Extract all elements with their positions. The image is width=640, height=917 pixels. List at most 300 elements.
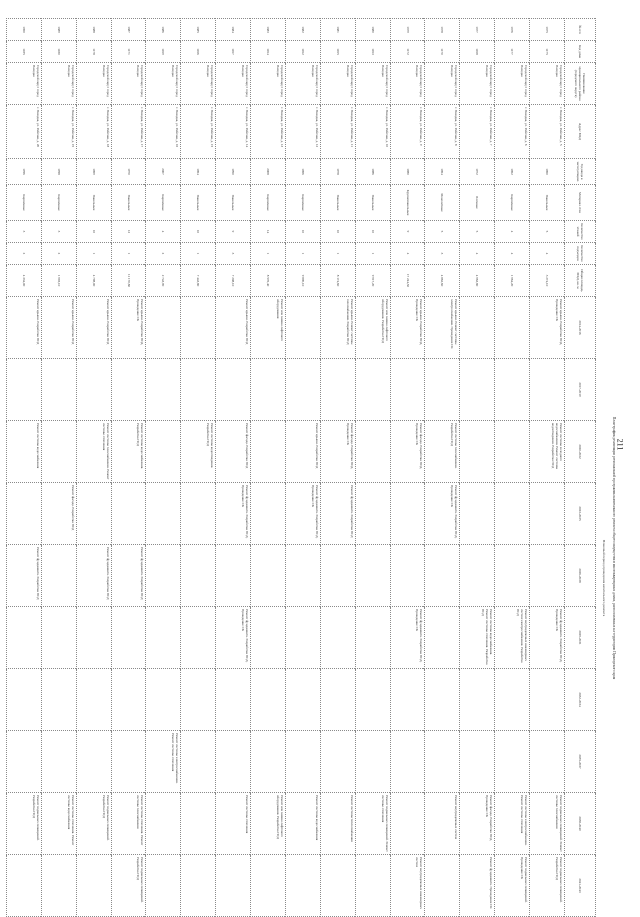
cell-text: 2 (22, 252, 26, 255)
table-cell-p4 (111, 483, 146, 545)
table-cell-code (216, 41, 251, 63)
cell-text: Ремонт системы электроснабжения. Ремонт системы отопления (520, 795, 529, 846)
table-row (495, 19, 530, 917)
cell-text: Ремонт крыши. Разработка ПСД (245, 299, 250, 345)
table-row (181, 19, 216, 917)
cell-text: Ремонт системы газоснабжения. Разработка ПСД (450, 423, 459, 469)
table-cell-entr (425, 243, 460, 265)
table-cell-p8 (495, 731, 530, 793)
table-cell-p4 (216, 483, 251, 545)
document-subcaption: Плановый период проведения капитального ремонта (602, 539, 606, 617)
table-cell-p4 (495, 483, 530, 545)
table-cell-area (251, 265, 286, 297)
table-cell-code (181, 41, 216, 63)
table-cell-p8 (530, 731, 565, 793)
table-cell-p10 (355, 855, 390, 917)
cell-text: Кирпичные (510, 194, 515, 211)
cell-text: Ремонт системы холодного водоснабжения. Ремонт системы водоотведения. Разработка ПСД (550, 423, 563, 470)
cell-text: Панельные (335, 194, 340, 211)
table-cell-p8 (425, 731, 460, 793)
table-cell-code (320, 41, 355, 63)
table-cell-p6 (146, 607, 181, 669)
table-cell-p8 (355, 731, 390, 793)
column-header: 2032-2034 (565, 669, 596, 731)
cell-text: Ремонт или замена лифтового оборудования. Разработка ПСД (275, 795, 284, 839)
table-header-row (565, 19, 596, 917)
cell-text: 2008 (266, 168, 271, 175)
table-cell-floors (390, 221, 425, 243)
cell-text: Ремонт фасада. Разработка ПСД (70, 485, 75, 531)
cell-text: 1978 (335, 168, 340, 175)
table-cell-area (355, 265, 390, 297)
table-cell-p7 (146, 669, 181, 731)
table-cell-wall (320, 185, 355, 221)
cell-text: Городской округ город Находка (275, 65, 284, 97)
table-cell-n (286, 19, 321, 41)
cell-text: Городской округ город Находка (66, 65, 75, 97)
column-header: № п/п (565, 19, 596, 41)
cell-text: Ремонт фундамента. Разработка ПСД, Проведение СК (241, 609, 250, 663)
cell-text: Ремонт системы водоснабжения. Разработка ПСД (136, 423, 145, 470)
table-cell-p4 (251, 483, 286, 545)
cell-text: 1 (335, 252, 340, 255)
table-cell-district (495, 63, 530, 105)
table-cell-address (355, 105, 390, 159)
table-cell-p5 (355, 545, 390, 607)
cell-text: 4 963,80 (475, 274, 480, 287)
table-cell-p5 (251, 545, 286, 607)
cell-text: Ремонт внутридомовых инженерных систем электроснабжения. Разработка ПСД (515, 609, 529, 663)
table-cell-code (251, 41, 286, 63)
table-cell-p2 (495, 359, 530, 421)
table-cell-p2 (181, 359, 216, 421)
cell-text: 4 334,00 (22, 274, 26, 287)
table-cell-entr (286, 243, 321, 265)
table-cell-address (41, 105, 76, 159)
table-cell-area (216, 265, 251, 297)
table-cell-p8 (7, 731, 42, 793)
table-cell-year (530, 159, 565, 185)
table-cell-p2 (425, 359, 460, 421)
table-cell-p1 (425, 297, 460, 359)
cell-text: 1388 (91, 26, 96, 33)
table-cell-year (390, 159, 425, 185)
table-cell-wall (216, 185, 251, 221)
page-number: 211 (615, 438, 625, 451)
table-cell-p5 (320, 545, 355, 607)
cell-text: Городской округ город Находка (171, 65, 180, 97)
cell-text: 1 (126, 252, 131, 255)
cell-text: Панельные (370, 194, 375, 211)
table-cell-district (355, 63, 390, 105)
table-cell-entr (7, 243, 42, 265)
table-cell-p7 (76, 669, 111, 731)
table-cell-p6 (530, 607, 565, 669)
cell-text: Ремонт крыши. Разработка ПСД, Проведение СК (554, 299, 563, 346)
table-cell-p9 (530, 793, 565, 855)
table-cell-wall (286, 185, 321, 221)
column-header: Адрес МКД (565, 105, 596, 159)
cell-text: г. Находка, ул. Рабочая, д. 18 (105, 107, 110, 148)
table-cell-floors (76, 221, 111, 243)
cell-text: Городской округ город Находка (136, 65, 145, 97)
table-cell-p9 (286, 793, 321, 855)
table-cell-p5 (181, 545, 216, 607)
cell-text: Ремонт фундамента. Проведение СК (489, 857, 494, 909)
cell-text: Ремонт фундамента. Разработка ПСД, Проведение СК (310, 485, 319, 539)
cell-text: 3 (440, 252, 445, 255)
cell-text: 4 (405, 252, 410, 255)
table-cell-p8 (76, 731, 111, 793)
table-cell-p6 (111, 607, 146, 669)
table-cell-p6 (425, 607, 460, 669)
table-cell-floors (530, 221, 565, 243)
table-cell-address (425, 105, 460, 159)
table-cell-p2 (41, 359, 76, 421)
column-header: Наименование муниципального района (городского округа) (565, 63, 596, 105)
table-cell-wall (111, 185, 146, 221)
table-cell-address (495, 105, 530, 159)
cell-text: 1980 (405, 168, 410, 175)
cell-text: Ремонт системы электроснабжения. Ремонт системы отопления (171, 733, 180, 784)
cell-text: 4 862,60 (440, 274, 445, 287)
table-cell-area (390, 265, 425, 297)
table-cell-p6 (216, 607, 251, 669)
cell-text: 1966 (301, 168, 305, 175)
table-cell-p4 (320, 483, 355, 545)
table-cell-p4 (181, 483, 216, 545)
table-row (216, 19, 251, 917)
table-cell-code (460, 41, 495, 63)
cell-text: 12 (126, 229, 131, 234)
table-cell-year (41, 159, 76, 185)
table-cell-p9 (7, 793, 42, 855)
cell-text: 1964 (440, 168, 445, 175)
table-cell-p10 (7, 855, 42, 917)
table-cell-p9 (425, 793, 460, 855)
table-cell-area (425, 265, 460, 297)
table-row (320, 19, 355, 917)
cell-text: г. Находка, ул. Рабочая, д. 8 (454, 107, 459, 146)
cell-text: г. Находка, ул. Рабочая, д. 12 (314, 107, 319, 148)
table-cell-address (146, 105, 181, 159)
table-cell-p3 (495, 421, 530, 483)
table-cell-p9 (355, 793, 390, 855)
table-cell-p3 (320, 421, 355, 483)
table-cell-floors (355, 221, 390, 243)
table-cell-code (111, 41, 146, 63)
cell-text: 1 (91, 252, 96, 255)
cell-text: 8 174,60 (335, 274, 340, 287)
cell-text: 1377 (475, 26, 480, 33)
cell-text: Кирпичные (301, 194, 305, 211)
table-cell-p7 (530, 669, 565, 731)
table-cell-p7 (181, 669, 216, 731)
table-cell-p8 (390, 731, 425, 793)
cell-text: Ремонт внутридомовых систем (454, 795, 459, 839)
cell-text: 1185 (22, 48, 26, 55)
column-header: Общая площадь МКД, кв. м (565, 265, 596, 297)
table-cell-floors (7, 221, 42, 243)
cell-text: Ремонт или замена лифтового оборудования (275, 299, 284, 342)
table-cell-p8 (181, 731, 216, 793)
table-cell-district (320, 63, 355, 105)
cell-text: 10 (335, 229, 340, 234)
table-cell-wall (181, 185, 216, 221)
cell-text: г. Находка, ул. Рабочая, д. 11 (349, 107, 354, 148)
table-cell-address (286, 105, 321, 159)
table-cell-p6 (181, 607, 216, 669)
table-cell-p9 (41, 793, 76, 855)
table-cell-code (41, 41, 76, 63)
table-cell-entr (181, 243, 216, 265)
table-cell-p9 (320, 793, 355, 855)
table-cell-p10 (146, 855, 181, 917)
table-cell-code (7, 41, 42, 63)
table-cell-p5 (286, 545, 321, 607)
table-cell-p1 (146, 297, 181, 359)
rotated-sheet (0, 8, 620, 909)
table-cell-code (390, 41, 425, 63)
cell-text: 1 (196, 252, 201, 255)
table-cell-n (251, 19, 286, 41)
table-cell-p6 (320, 607, 355, 669)
table-cell-p4 (7, 483, 42, 545)
cell-text: 1956 (22, 168, 26, 175)
cell-text: 9 917,20 (370, 274, 375, 287)
table-cell-p4 (286, 483, 321, 545)
table-row (146, 19, 181, 917)
cell-text: 9 (231, 230, 236, 233)
table-cell-p3 (76, 421, 111, 483)
cell-text: 4 798,00 (91, 274, 96, 287)
table-cell-p3 (216, 421, 251, 483)
table-cell-p6 (251, 607, 286, 669)
cell-text: 5 (545, 230, 550, 233)
table-cell-p6 (355, 607, 390, 669)
table-cell-year (286, 159, 321, 185)
document-caption: План-график реализации региональной программы капитального ремонта общего имущества в многоквартирных домах, расположенных на территории Приморского края (612, 416, 616, 680)
table-cell-wall (76, 185, 111, 221)
cell-text: Ремонт подвальных помещений. Разработка ПСД (136, 857, 145, 903)
table-cell-year (460, 159, 495, 185)
cell-text: г. Находка, ул. Рабочая, д. 13 (280, 107, 284, 148)
table-cell-p7 (111, 669, 146, 731)
cell-text: 1375 (545, 26, 550, 33)
table-cell-n (425, 19, 460, 41)
column-header: 2017-2019 (565, 359, 596, 421)
table-cell-p7 (251, 669, 286, 731)
table-cell-p7 (355, 669, 390, 731)
column-header: 2041-2043 (565, 855, 596, 917)
table-cell-wall (495, 185, 530, 221)
cell-text: 1177 (510, 48, 515, 55)
cell-text: 1986 (370, 168, 375, 175)
table-cell-address (181, 105, 216, 159)
cell-text: 1382 (301, 26, 305, 33)
table-cell-p3 (146, 421, 181, 483)
table-cell-entr (320, 243, 355, 265)
cell-text: 1171 (126, 48, 131, 55)
cell-text: Ремонт или замена лифтового оборудования. Разработка ПСД (380, 299, 389, 343)
cell-text: 1168 (475, 48, 480, 55)
table-cell-n (76, 19, 111, 41)
table-cell-area (7, 265, 42, 297)
table-cell-floors (425, 221, 460, 243)
table-cell-address (460, 105, 495, 159)
table-cell-p9 (76, 793, 111, 855)
table-cell-p4 (425, 483, 460, 545)
table-cell-p1 (460, 297, 495, 359)
table-cell-p2 (251, 359, 286, 421)
table-row (460, 19, 495, 917)
table-cell-n (320, 19, 355, 41)
table-cell-p3 (41, 421, 76, 483)
table-cell-p5 (76, 545, 111, 607)
cell-text: Ремонт подвальных помещений. Разработка ПСД (554, 857, 563, 903)
cell-text: Ремонт системы водоотведения. Разработка ПСД (206, 423, 215, 469)
table-row (41, 19, 76, 917)
table-cell-p10 (41, 855, 76, 917)
table-cell-p10 (530, 855, 565, 917)
table-cell-p5 (7, 545, 42, 607)
cell-text: 3 (56, 230, 61, 233)
cell-text: Монолитные (440, 193, 445, 212)
table-cell-p10 (425, 855, 460, 917)
table-cell-p8 (111, 731, 146, 793)
cell-text: Ремонт подвальных помещений. Ремонт системы газоснабжения (554, 795, 563, 852)
table-cell-area (41, 265, 76, 297)
table-cell-p5 (216, 545, 251, 607)
table-cell-p2 (320, 359, 355, 421)
table-cell-p4 (146, 483, 181, 545)
cell-text: г. Находка, ул. Рабочая, д. 7 (489, 107, 494, 146)
table-cell-p10 (251, 855, 286, 917)
table-cell-p5 (530, 545, 565, 607)
table-cell-p6 (495, 607, 530, 669)
table-cell-n (41, 19, 76, 41)
cell-text: Ремонт фундамента. Разработка ПСД, Проведение СК (415, 609, 424, 663)
table-row (425, 19, 460, 917)
table-cell-p10 (460, 855, 495, 917)
cell-text: 7 443,80 (196, 274, 201, 287)
cell-text: Панельные (91, 194, 96, 211)
table-cell-p2 (7, 359, 42, 421)
table-cell-code (530, 41, 565, 63)
table-cell-p9 (111, 793, 146, 855)
cell-text: 1162 (301, 48, 305, 55)
table-cell-p1 (7, 297, 42, 359)
table-cell-floors (146, 221, 181, 243)
table-cell-year (425, 159, 460, 185)
table-cell-p6 (460, 607, 495, 669)
cell-text: Ремонт системы отопления (245, 795, 250, 834)
cell-text: 1 (301, 252, 305, 255)
cell-text: Ремонт крыши. Разработка ПСД (105, 299, 110, 345)
table-cell-p1 (41, 297, 76, 359)
cell-text: 10 (301, 229, 305, 234)
table-row (7, 19, 42, 917)
table-cell-floors (251, 221, 286, 243)
table-cell-p1 (111, 297, 146, 359)
table-cell-code (495, 41, 530, 63)
cell-text: Ремонт системы теплоснабжения (349, 795, 354, 842)
table-cell-p3 (355, 421, 390, 483)
table-cell-p2 (530, 359, 565, 421)
table-cell-year (216, 159, 251, 185)
table-cell-n (530, 19, 565, 41)
table-cell-p7 (216, 669, 251, 731)
table-cell-p2 (76, 359, 111, 421)
table-cell-entr (111, 243, 146, 265)
table-cell-year (355, 159, 390, 185)
table-cell-district (216, 63, 251, 105)
table-cell-p7 (390, 669, 425, 731)
cell-text: 1 (266, 252, 271, 255)
cell-text: 1969 (91, 168, 96, 175)
table-cell-floors (320, 221, 355, 243)
cell-text: Кирпичные (266, 194, 271, 211)
table-cell-entr (530, 243, 565, 265)
table-cell-n (146, 19, 181, 41)
table-cell-p5 (460, 545, 495, 607)
table-body (7, 19, 565, 917)
table-cell-address (76, 105, 111, 159)
table-cell-district (286, 63, 321, 105)
table-cell-p1 (355, 297, 390, 359)
cell-text: 1962 (510, 168, 515, 175)
cell-text: 1380 (370, 26, 375, 33)
table-cell-area (495, 265, 530, 297)
cell-text: Городской округ город Находка (241, 65, 250, 97)
cell-text: Кирпичные (161, 194, 166, 211)
cell-text: г. Находка, ул. Рабочая, д. 15 (210, 107, 215, 148)
cell-text: Ремонт фасада. Разработка ПСД, Проведение СК (485, 795, 494, 842)
cell-text: Панельные (196, 194, 201, 211)
cell-text: Ремонт крыши. Разработка ПСД (35, 299, 40, 345)
cell-text: Ремонт фундамента. Разработка ПСД (140, 547, 145, 600)
table-cell-wall (146, 185, 181, 221)
table-cell-district (76, 63, 111, 105)
column-header: 2035-2037 (565, 731, 596, 793)
cell-text: 1 (370, 252, 375, 255)
cell-text: г. Находка, ул. Рабочая, д. 5 (559, 107, 563, 146)
table-cell-p1 (76, 297, 111, 359)
cell-text: 1169 (161, 48, 166, 55)
table-cell-floors (286, 221, 321, 243)
table-cell-n (7, 19, 42, 41)
table-cell-address (251, 105, 286, 159)
table-cell-district (41, 63, 76, 105)
table-cell-entr (460, 243, 495, 265)
cell-text: Городской округ город Находка (554, 65, 563, 97)
table-cell-p7 (320, 669, 355, 731)
table-cell-p3 (390, 421, 425, 483)
column-header: 2029-2031 (565, 607, 596, 669)
cell-text: 1960 (545, 168, 550, 175)
table-cell-entr (216, 243, 251, 265)
table-cell-p2 (286, 359, 321, 421)
table-cell-district (251, 63, 286, 105)
table-cell-n (390, 19, 425, 41)
cell-text: Городской округ город Находка (380, 65, 389, 97)
cell-text: 4 (161, 230, 166, 233)
cell-text: Ремонт фасада. Разработка ПСД, Проведение СК (345, 423, 354, 470)
cell-text: Кирпичные (56, 194, 61, 211)
cell-text: 1958 (56, 168, 61, 175)
cell-text: 17 244,30 (405, 273, 410, 288)
table-cell-p3 (286, 421, 321, 483)
